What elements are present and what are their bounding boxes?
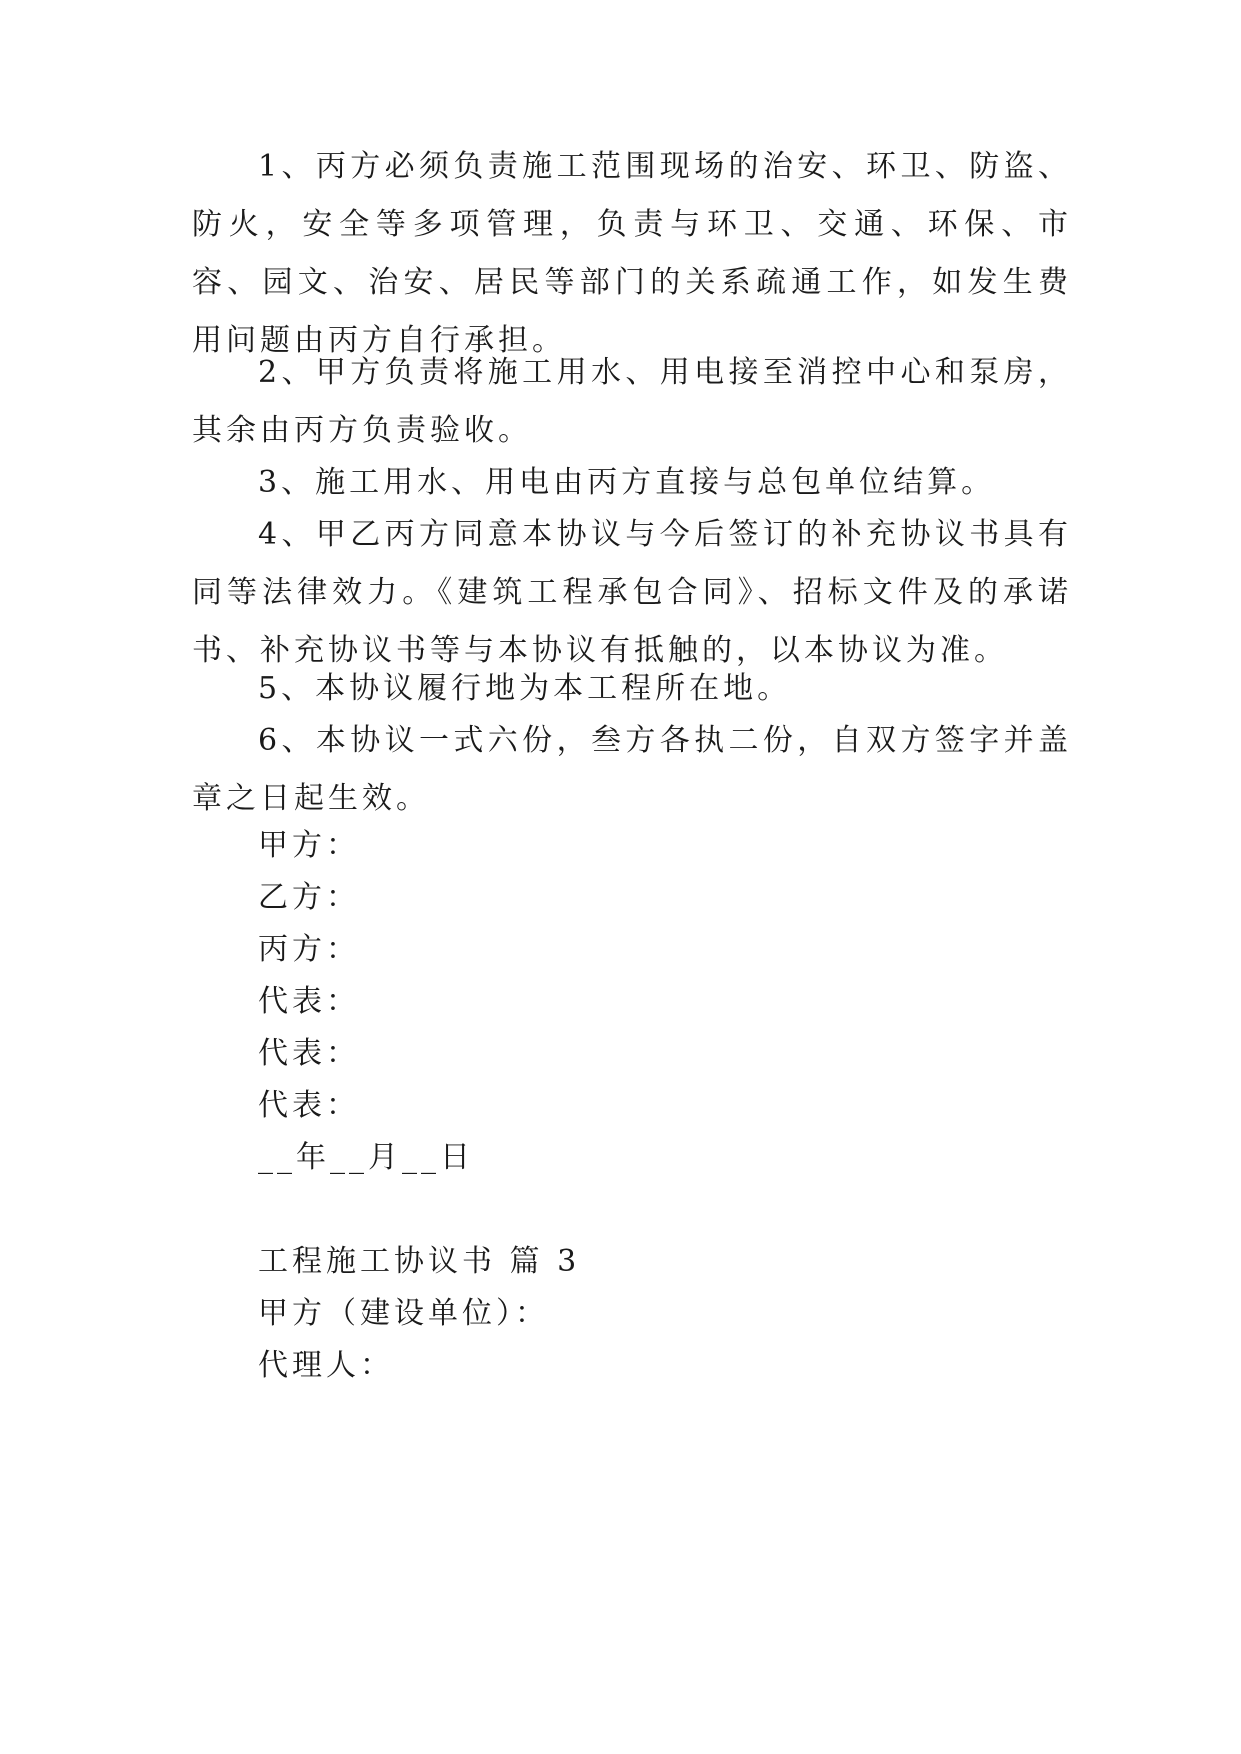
- next-section-party-a: 甲方（建设单位）：: [258, 1296, 549, 1331]
- paragraph-clause-6: 6、本协议一式六份，叁方各执二份，自双方签字并盖章之日起生效。: [192, 723, 1072, 816]
- section-title: 工程施工协议书 篇 3: [258, 1244, 581, 1279]
- signature-representative-1: 代表：: [258, 984, 360, 1019]
- paragraph-clause-5: 5、本协议履行地为本工程所在地。: [258, 671, 792, 706]
- signature-party-c: 丙方：: [258, 932, 360, 967]
- paragraph-clause-4: 4、甲乙丙方同意本协议与今后签订的补充协议书具有同等法律效力。《建筑工程承包合同》、招标文件及的承诺书、补充协议书等与本协议有抵触的，以本协议为准。: [192, 517, 1072, 668]
- next-section-agent: 代理人：: [258, 1348, 394, 1383]
- signature-representative-3: 代表：: [258, 1088, 360, 1123]
- signature-party-b: 乙方：: [258, 880, 360, 915]
- signature-party-a: 甲方：: [258, 828, 360, 863]
- paragraph-clause-2: 2、甲方负责将施工用水、用电接至消控中心和泵房，其余由丙方负责验收。: [192, 355, 1072, 448]
- paragraph-clause-3: 3、施工用水、用电由丙方直接与总包单位结算。: [258, 465, 996, 500]
- signature-representative-2: 代表：: [258, 1036, 360, 1071]
- signature-date: __年__月__日: [258, 1140, 474, 1175]
- paragraph-clause-1: 1、丙方必须负责施工范围现场的治安、环卫、防盗、防火，安全等多项管理，负责与环卫、交通、环保、市容、园文、治安、居民等部门的关系疏通工作，如发生费用问题由丙方自行承担。: [192, 149, 1072, 358]
